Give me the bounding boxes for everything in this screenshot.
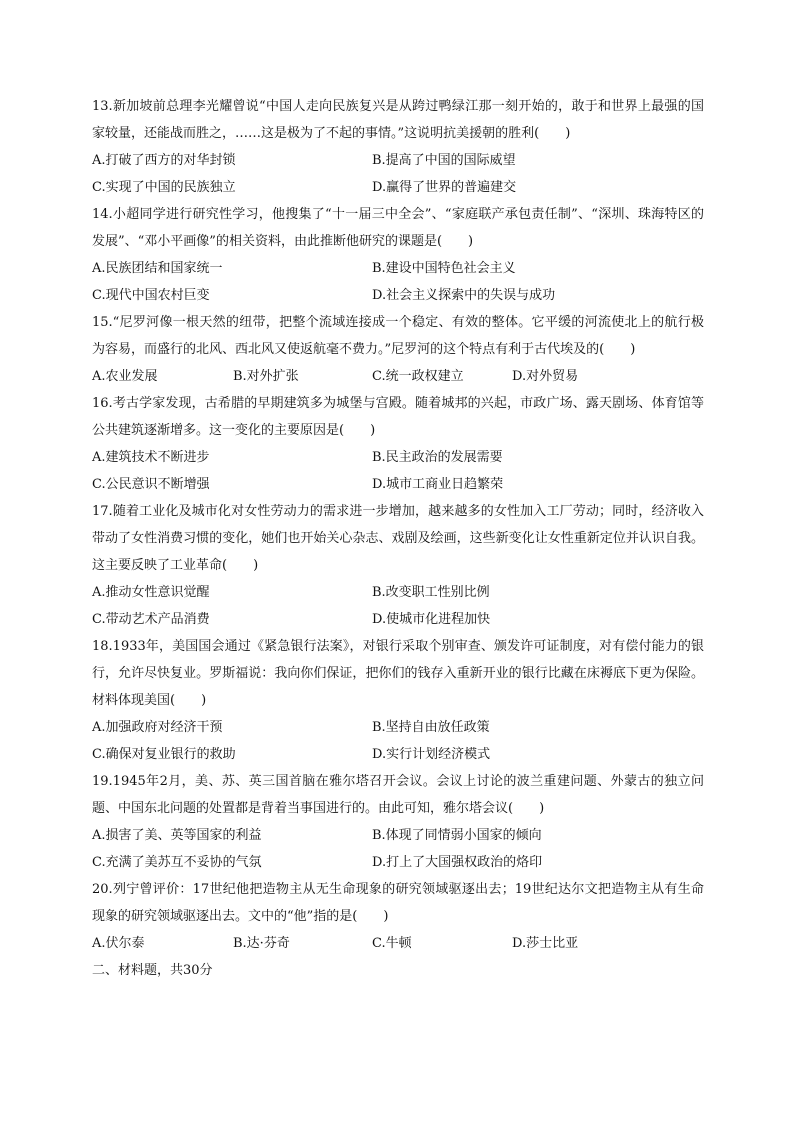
- option-b: B.建设中国特色社会主义: [372, 261, 516, 276]
- question-stem: 14.小超同学进行研究性学习，他搜集了“十一届三中全会”、“家庭联产承包责任制”、“深圳、珠海特区的发展”、“邓小平画像”的相关资料，由此推断他研究的课题是( ): [92, 207, 704, 249]
- option-b: B.对外扩张: [233, 369, 299, 384]
- option-b: B.达·芬奇: [233, 936, 290, 951]
- option-c: C.牛顿: [372, 936, 412, 951]
- option-row: [92, 147, 704, 174]
- option-a: A.民族团结和国家统一: [92, 261, 223, 276]
- question-17: [92, 498, 704, 633]
- option-row: [92, 255, 704, 282]
- option-row: [92, 930, 704, 957]
- option-b: B.体现了同情弱小国家的倾向: [372, 828, 542, 843]
- option-d: D.实行计划经济模式: [372, 747, 491, 762]
- option-b: B.民主政治的发展需要: [372, 450, 503, 465]
- option-row: [92, 471, 704, 498]
- option-c: C.现代中国农村巨变: [92, 288, 210, 303]
- question-15: [92, 309, 704, 390]
- option-d: D.赢得了世界的普遍建交: [372, 180, 517, 195]
- section-heading: 二、材料题，共30分: [92, 963, 213, 978]
- option-row: [92, 714, 704, 741]
- question-stem: 16.考古学家发现，古希腊的早期建筑多为城堡与宫殿。随着城邦的兴起，市政广场、露天剧场、体育馆等公共建筑逐渐增多。这一变化的主要原因是( ): [92, 396, 704, 438]
- question-stem: 20.列宁曾评价：17世纪他把造物主从无生命现象的研究领域驱逐出去；19世纪达尔文把造物主从有生命现象的研究领域驱逐出去。文中的“他”指的是( ): [92, 882, 704, 924]
- question-18: [92, 633, 704, 768]
- option-d: D.城市工商业日趋繁荣: [372, 477, 504, 492]
- question-stem: 13.新加坡前总理李光耀曾说“中国人走向民族复兴是从跨过鸭绿江那一刻开始的，敢于和世界上最强的国家较量，还能战而胜之，……这是极为了不起的事情。”这说明抗美援朝的胜利( ): [92, 99, 704, 141]
- option-a: A.打破了西方的对华封锁: [92, 153, 236, 168]
- option-row: [92, 282, 704, 309]
- option-d: D.打上了大国强权政治的烙印: [372, 855, 543, 870]
- question-19: [92, 768, 704, 876]
- question-stem: 19.1945年2月，美、苏、英三国首脑在雅尔塔召开会议。会议上讨论的波兰重建问题、外蒙古的独立问题、中国东北问题的处置都是背着当事国进行的。由此可知，雅尔塔会议( ): [92, 774, 704, 816]
- option-c: C.确保对复业银行的救助: [92, 747, 236, 762]
- option-c: C.充满了美苏互不妥协的气氛: [92, 855, 262, 870]
- option-c: C.公民意识不断增强: [92, 477, 210, 492]
- option-d: D.莎士比亚: [512, 936, 579, 951]
- option-row: [92, 444, 704, 471]
- option-row: [92, 741, 704, 768]
- option-row: [92, 606, 704, 633]
- question-16: [92, 390, 704, 498]
- option-d: D.使城市化进程加快: [372, 612, 491, 627]
- option-c: C.统一政权建立: [372, 369, 464, 384]
- option-row: [92, 579, 704, 606]
- option-a: A.建筑技术不断进步: [92, 450, 210, 465]
- question-stem: 17.随着工业化及城市化对女性劳动力的需求进一步增加，越来越多的女性加入工厂劳动；同时，经济收入带动了女性消费习惯的变化，她们也开始关心杂志、戏剧及绘画，这些新变化让女性重新定位并认识自我。这主要反映了工业革命( ): [92, 504, 704, 573]
- option-a: A.农业发展: [92, 369, 158, 384]
- option-a: A.推动女性意识觉醒: [92, 585, 210, 600]
- option-row: [92, 849, 704, 876]
- question-20: [92, 876, 704, 957]
- exam-page: [92, 93, 704, 984]
- option-b: B.改变职工性别比例: [372, 585, 490, 600]
- option-c: C.实现了中国的民族独立: [92, 180, 236, 195]
- question-13: [92, 93, 704, 201]
- option-row: [92, 822, 704, 849]
- question-stem: 18.1933年，美国国会通过《紧急银行法案》，对银行采取个别审查、颁发许可证制度，对有偿付能力的银行，允许尽快复业。罗斯福说：我向你们保证，把你们的钱存入重新开业的银行比藏在床褥底下更为保险。材料体现美国( ): [92, 639, 704, 708]
- option-row: [92, 174, 704, 201]
- option-d: D.对外贸易: [512, 369, 579, 384]
- option-d: D.社会主义探索中的失误与成功: [372, 288, 556, 303]
- option-a: A.伏尔泰: [92, 936, 145, 951]
- option-row: [92, 363, 704, 390]
- question-14: [92, 201, 704, 309]
- option-b: B.坚持自由放任政策: [372, 720, 490, 735]
- question-stem: 15.“尼罗河像一根天然的纽带，把整个流域连接成一个稳定、有效的整体。它平缓的河流使北上的航行极为容易，而盛行的北风、西北风又使返航毫不费力。”尼罗河的这个特点有利于古代埃及的( ): [92, 315, 704, 357]
- option-a: A.损害了美、英等国家的利益: [92, 828, 262, 843]
- option-a: A.加强政府对经济干预: [92, 720, 223, 735]
- option-b: B.提高了中国的国际威望: [372, 153, 516, 168]
- option-c: C.带动艺术产品消费: [92, 612, 210, 627]
